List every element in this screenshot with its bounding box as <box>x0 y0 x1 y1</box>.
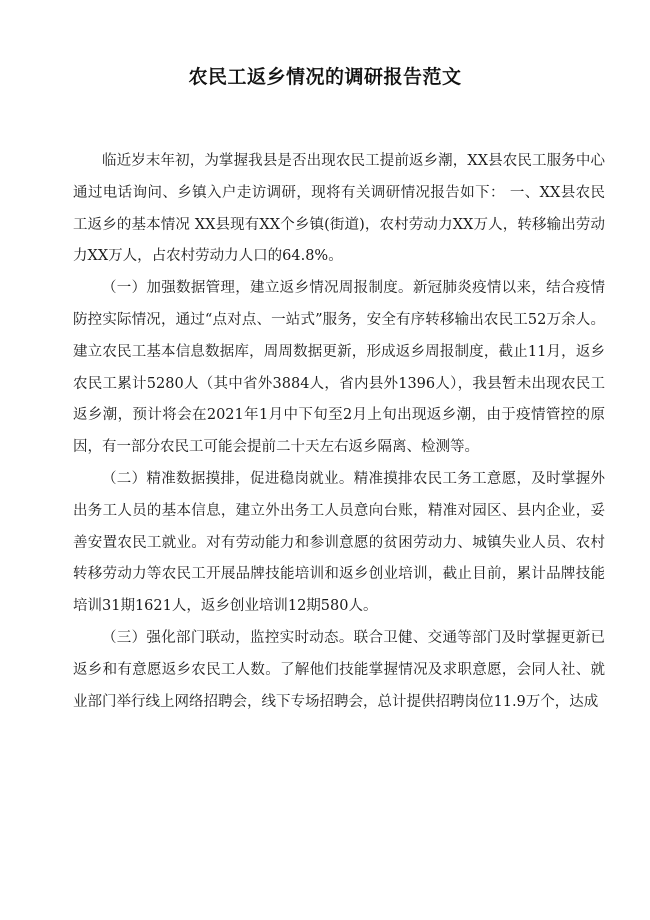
document-title: 农民工返乡情况的调研报告范文 <box>188 66 462 88</box>
document-body <box>73 146 605 718</box>
paragraph-section-3: （三）强化部门联动，监控实时动态。联合卫健、交通等部门及时掌握更新已返乡和有意愿返乡农民工人数。了解他们技能掌握情况及求职意愿，会同人社、就业部门举行线上网络招聘会，线下专场招聘会，总计提供招聘岗位11.9万个，达成 <box>73 629 605 710</box>
paragraph-section-2: （二）精准数据摸排，促进稳岗就业。精准摸排农民工务工意愿，及时掌握外出务工人员的基本信息，建立外出务工人员意向台账，精准对园区、县内企业，妥善安置农民工就业。对有劳动能力和参训意愿的贫困劳动力、城镇失业人员、农村转移劳动力等农民工开展品牌技能培训和返乡创业培训，截止目前，累计品牌技能培训31期1621人，返乡创业培训12期580人。 <box>73 470 605 615</box>
paragraph-intro: 临近岁末年初，为掌握我县是否出现农民工提前返乡潮，XX县农民工服务中心通过电话询问、乡镇入户走访调研，现将有关调研情况报告如下： 一、XX县农民工返乡的基本情况 XX县现有XX个乡镇(街道)，农村劳动力XX万人，转移输出劳动力XX万人，占农村劳动力人口的64.8%。 <box>73 153 605 265</box>
paragraph-section-1: （一）加强数据管理，建立返乡情况周报制度。新冠肺炎疫情以来，结合疫情防控实际情况，通过“点对点、一站式”服务，安全有序转移输出农民工52万余人。建立农民工基本信息数据库，周周数据更新，形成返乡周报制度，截止11月，返乡农民工累计5280人（其中省外3884人，省内县外1396人），我县暂未出现农民工返乡潮，预计将会在2021年1月中下旬至2月上旬出现返乡潮，由于疫情管控的原因，有一部分农民工可能会提前二十天左右返乡隔离、检测等。 <box>73 280 605 456</box>
